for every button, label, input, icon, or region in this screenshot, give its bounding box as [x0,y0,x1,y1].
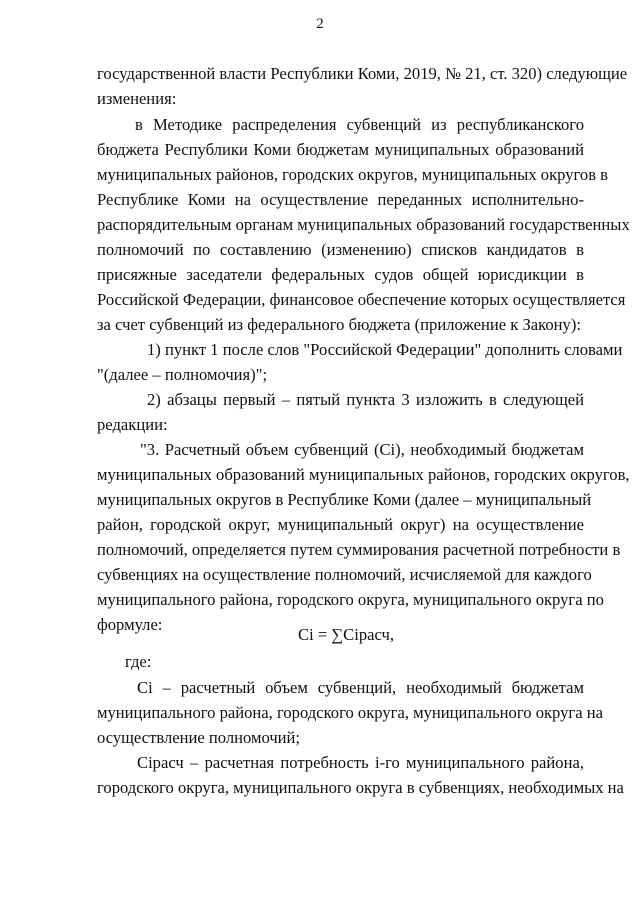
text-line: район, городской округ, муниципальный округ) на осуществление [97,515,584,534]
text-line: "3. Расчетный объем субвенций (Ci), необходимый бюджетам [140,440,584,459]
text-line: за счет субвенций из федерального бюджета (приложение к Закону): [97,315,581,334]
text-line: где: [125,652,152,671]
text-line: бюджета Республики Коми бюджетам муниципальных образований [97,140,584,159]
text-line: 2) абзацы первый – пятый пункта 3 изложить в следующей [147,390,584,409]
text-line: Ciрасч – расчетная потребность i-го муниципального района, [137,753,584,772]
page-number: 2 [316,16,324,32]
text-line: распорядительным органам муниципальных образований государственных [97,215,630,234]
text-line: Российской Федерации, финансовое обеспечение которых осуществляется [97,290,626,309]
text-line: редакции: [97,415,168,434]
text-line: государственной власти Республики Коми, 2019, № 21, ст. 320) следующие [97,64,628,83]
text-line: муниципальных округов в Республике Коми (далее – муниципальный [97,490,592,509]
text-line: 1) пункт 1 после слов "Российской Федерации" дополнить словами [147,340,623,359]
text-line: городского округа, муниципального округа в субвенциях, необходимых на [97,778,624,797]
text-line: муниципального района, городского округа, муниципального округа по [97,590,604,609]
text-line: осуществление полномочий; [97,728,301,747]
text-line: изменения: [97,89,177,108]
text-line: муниципальных районов, городских округов, муниципальных округов в [97,165,609,184]
text-line: "(далее – полномочия)"; [97,365,268,384]
text-line: присяжные заседатели федеральных судов общей юрисдикции в [97,265,584,284]
text-line: Республике Коми на осуществление переданных исполнительно- [97,190,584,209]
text-line: полномочий по составлению (изменению) списков кандидатов в [97,240,584,259]
text-line: муниципальных образований муниципальных районов, городских округов, [97,465,630,484]
text-line: формуле: [97,615,163,634]
text-line: муниципального района, городского округа, муниципального округа на [97,703,603,722]
text-line: полномочий, определяется путем суммирования расчетной потребности в [97,540,621,559]
text-line: субвенциях на осуществление полномочий, исчисляемой для каждого [97,565,592,584]
text-line: в Методике распределения субвенций из республиканского [135,115,584,134]
formula: Ci = ∑Ciрасч, [298,625,395,644]
text-line: Ci – расчетный объем субвенций, необходимый бюджетам [137,678,584,697]
